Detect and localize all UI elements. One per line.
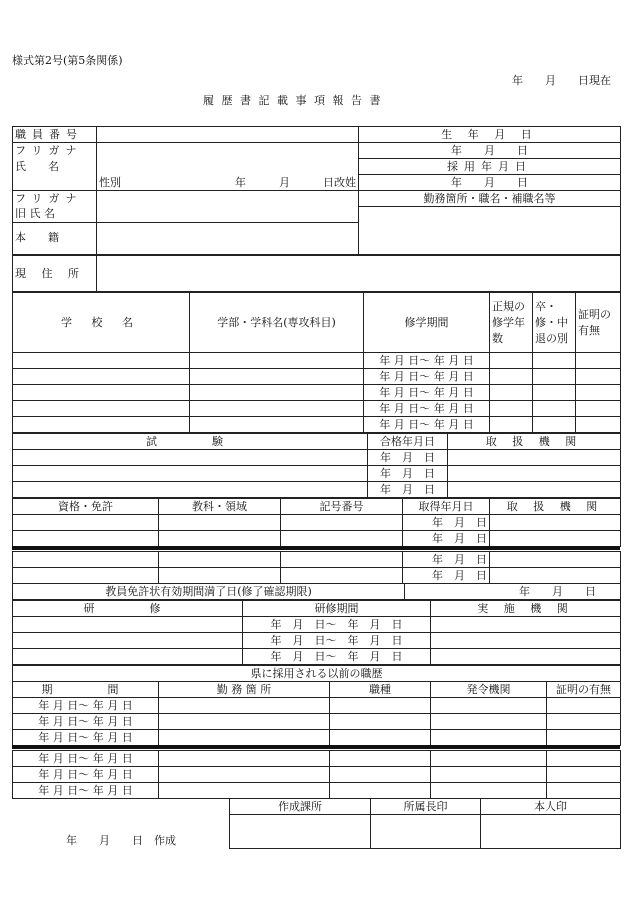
job-type-cell[interactable] [330,751,431,767]
address-table [12,255,621,292]
faculty-cell[interactable] [190,401,364,417]
code-number-cell[interactable] [281,531,403,547]
prior-proof-cell[interactable] [547,767,621,783]
license-agency-cell[interactable] [490,531,621,547]
acquired-date-label: 取得年月日 [403,499,490,515]
training-institution-cell[interactable] [431,633,621,649]
issuing-agency-cell[interactable] [431,767,547,783]
proof-cell[interactable] [576,369,621,385]
pass-date-cell[interactable]: 年 月 日 [368,466,448,482]
furigana-label: フリガナ [13,143,97,159]
proof-label: 証明の有無 [576,293,621,353]
prior-proof-cell[interactable] [547,751,621,767]
old-name-field[interactable] [97,191,359,223]
workplace-label: 勤務箇所・職名・補職名等 [359,191,621,207]
prior-proof-cell[interactable] [547,730,621,746]
education-table [12,292,621,433]
date-as-of: 年 月 日現在 [512,74,611,87]
prior-period-label: 期 間 [13,682,159,698]
training-institution-label: 実 施 機 関 [431,601,621,617]
training-label: 研 修 [13,601,243,617]
period-label: 修学期間 [364,293,490,353]
prior-period-cell[interactable]: 年 月 日〜 年 月 日 [13,698,159,714]
license-expiry-value[interactable]: 年 月 日 [405,584,621,600]
subject-cell[interactable] [159,568,281,584]
job-type-cell[interactable] [330,783,431,799]
regular-years-cell[interactable] [490,417,533,433]
old-furigana-label: フリガナ [13,191,97,207]
period-cell[interactable]: 年 月 日〜 年 月 日 [364,353,490,369]
school-label: 学 校 名 [13,293,190,353]
prior-period-cell[interactable]: 年 月 日〜 年 月 日 [13,730,159,746]
seal-table [229,798,621,849]
name-change-date: 年 月 日改姓 [235,176,356,189]
job-type-cell[interactable] [330,714,431,730]
prior-period-cell[interactable]: 年 月 日〜 年 月 日 [13,714,159,730]
name-field[interactable] [97,143,359,191]
regular-years-cell[interactable] [490,369,533,385]
faculty-label: 学部・学科名(専攻科目) [190,293,364,353]
address-field[interactable] [97,256,621,292]
code-number-cell[interactable] [281,568,403,584]
chief-seal-field[interactable] [371,815,481,849]
period-cell[interactable]: 年 月 日〜 年 月 日 [364,369,490,385]
birth-label: 生 年 月 日 [359,127,621,143]
subject-label: 教科・領域 [159,499,281,515]
creating-dept-label: 作成課所 [230,799,371,815]
form-number: 様式第2号(第5条関係) [12,54,123,67]
chief-seal-label: 所属長印 [371,799,481,815]
prior-proof-cell[interactable] [547,783,621,799]
own-seal-label: 本人印 [481,799,621,815]
prior-workplace-cell[interactable] [159,783,330,799]
regular-years-label: 正規の修学年数 [490,293,533,353]
prior-proof-label: 証明の有無 [547,682,621,698]
period-cell[interactable]: 年 月 日〜 年 月 日 [364,417,490,433]
subject-cell[interactable] [159,552,281,568]
prior-employment-title-table [12,665,621,682]
birth-value: 年 月 日 [359,143,621,159]
job-type-cell[interactable] [330,698,431,714]
issuing-agency-cell[interactable] [431,698,547,714]
training-period-cell[interactable]: 年 月 日〜 年 月 日 [243,617,431,633]
section-separator [12,745,620,749]
exam-agency-cell[interactable] [448,482,621,498]
faculty-cell[interactable] [190,353,364,369]
acquired-date-cell[interactable]: 年 月 日 [403,531,490,547]
license-expiry-table [12,583,621,600]
workplace-field[interactable] [359,207,621,255]
code-number-label: 記号番号 [281,499,403,515]
own-seal-field[interactable] [481,815,621,849]
prior-workplace-cell[interactable] [159,714,330,730]
old-name-label: 旧 氏 名 [13,207,97,223]
proof-cell[interactable] [576,401,621,417]
training-period-cell[interactable]: 年 月 日〜 年 月 日 [243,649,431,665]
faculty-cell[interactable] [190,369,364,385]
gender-label: 性別 [99,176,121,189]
training-period-label: 研修期間 [243,601,431,617]
date-created: 年 月 日 作成 [66,834,176,847]
exam-agency-label: 取 扱 機 関 [448,434,621,450]
page-title: 履 歴 書 記 載 事 項 報 告 書 [203,94,383,107]
acquired-date-cell[interactable]: 年 月 日 [403,515,490,531]
code-number-cell[interactable] [281,552,403,568]
exam-cell[interactable] [13,482,368,498]
training-period-cell[interactable]: 年 月 日〜 年 月 日 [243,633,431,649]
pass-date-cell[interactable]: 年 月 日 [368,482,448,498]
license-table-top [12,498,621,547]
prior-period-cell[interactable]: 年 月 日〜 年 月 日 [13,767,159,783]
personal-info-table [12,126,621,255]
prior-employment-table-top [12,681,621,746]
training-table [12,600,621,665]
name-label: 氏 名 [13,159,97,175]
graduation-status-label: 卒・修・中退の別 [533,293,576,353]
acquired-date-cell[interactable]: 年 月 日 [403,568,490,584]
exam-agency-cell[interactable] [448,466,621,482]
faculty-cell[interactable] [190,385,364,401]
prior-employment-table-bottom [12,750,621,799]
license-table-bottom [12,551,621,584]
issuing-agency-cell[interactable] [431,783,547,799]
pass-date-cell[interactable]: 年 月 日 [368,450,448,466]
exam-table [12,433,621,498]
status-cell[interactable] [533,401,576,417]
training-cell[interactable] [13,649,243,665]
school-cell[interactable] [13,385,190,401]
employee-no-label: 職員番号 [13,127,97,143]
address-label: 現 住 所 [13,256,97,292]
training-institution-cell[interactable] [431,617,621,633]
proof-cell[interactable] [576,385,621,401]
period-cell[interactable]: 年 月 日〜 年 月 日 [364,401,490,417]
exam-cell[interactable] [13,450,368,466]
status-cell[interactable] [533,353,576,369]
qualification-label: 資格・免許 [13,499,159,515]
prior-proof-cell[interactable] [547,714,621,730]
status-cell[interactable] [533,369,576,385]
qualification-cell[interactable] [13,531,159,547]
prior-employment-title: 県に採用される以前の職歴 [13,666,621,682]
school-cell[interactable] [13,369,190,385]
issuing-agency-cell[interactable] [431,730,547,746]
section-separator [12,546,620,550]
status-cell[interactable] [533,385,576,401]
regular-years-cell[interactable] [490,385,533,401]
subject-cell[interactable] [159,515,281,531]
training-cell[interactable] [13,633,243,649]
license-expiry-label: 教員免許状有効期間満了日(修了確認期限) [13,584,405,600]
faculty-cell[interactable] [190,417,364,433]
proof-cell[interactable] [576,353,621,369]
hire-value: 年 月 日 [359,175,621,191]
status-cell[interactable] [533,417,576,433]
license-agency-cell[interactable] [490,552,621,568]
proof-cell[interactable] [576,417,621,433]
exam-label: 試 験 [13,434,368,450]
domicile-label: 本 籍 [13,222,97,254]
school-cell[interactable] [13,353,190,369]
hire-label: 採用年月日 [359,159,621,175]
school-cell[interactable] [13,401,190,417]
license-agency-cell[interactable] [490,515,621,531]
license-agency-label: 取 扱 機 関 [490,499,621,515]
acquired-date-cell[interactable]: 年 月 日 [403,552,490,568]
qualification-cell[interactable] [13,568,159,584]
prior-workplace-label: 勤 務 箇 所 [159,682,330,698]
training-institution-cell[interactable] [431,649,621,665]
job-type-cell[interactable] [330,730,431,746]
issuing-agency-cell[interactable] [431,751,547,767]
issuing-agency-cell[interactable] [431,714,547,730]
prior-proof-cell[interactable] [547,698,621,714]
exam-agency-cell[interactable] [448,450,621,466]
prior-workplace-cell[interactable] [159,767,330,783]
employee-no-field[interactable] [97,127,359,143]
creating-dept-field[interactable] [230,815,371,849]
subject-cell[interactable] [159,531,281,547]
exam-cell[interactable] [13,466,368,482]
regular-years-cell[interactable] [490,401,533,417]
training-cell[interactable] [13,617,243,633]
job-type-label: 職種 [330,682,431,698]
code-number-cell[interactable] [281,515,403,531]
qualification-cell[interactable] [13,552,159,568]
prior-period-cell[interactable]: 年 月 日〜 年 月 日 [13,783,159,799]
qualification-cell[interactable] [13,515,159,531]
prior-workplace-cell[interactable] [159,751,330,767]
license-agency-cell[interactable] [490,568,621,584]
pass-date-label: 合格年月日 [368,434,448,450]
prior-workplace-cell[interactable] [159,730,330,746]
period-cell[interactable]: 年 月 日〜 年 月 日 [364,385,490,401]
job-type-cell[interactable] [330,767,431,783]
prior-period-cell[interactable]: 年 月 日〜 年 月 日 [13,751,159,767]
issuing-agency-label: 発令機関 [431,682,547,698]
prior-workplace-cell[interactable] [159,698,330,714]
school-cell[interactable] [13,417,190,433]
name-label-spacer [13,175,97,191]
regular-years-cell[interactable] [490,353,533,369]
domicile-field[interactable] [97,222,359,254]
